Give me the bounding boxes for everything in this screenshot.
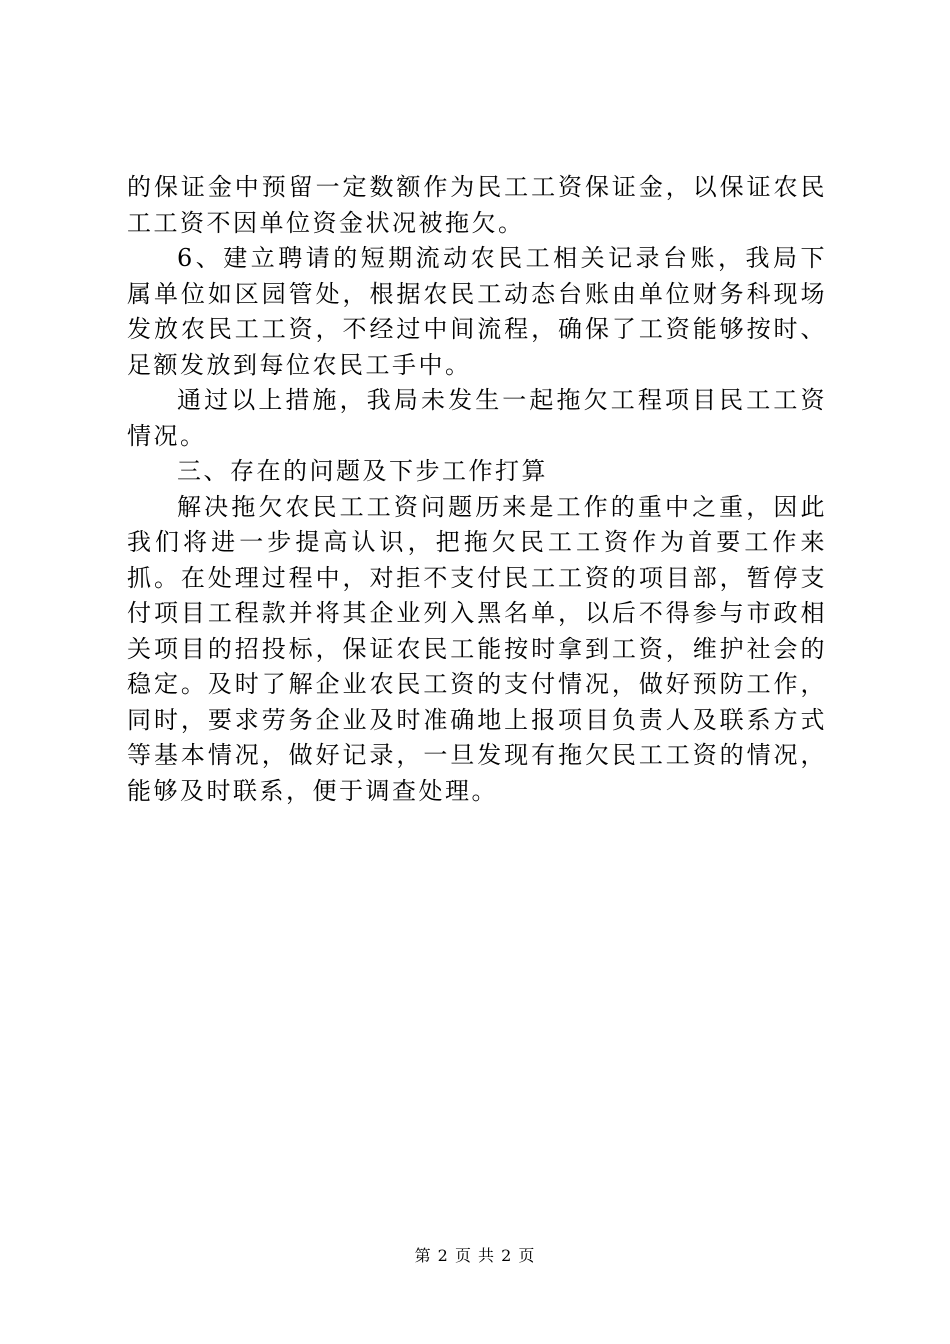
section-heading: 三、存在的问题及下步工作打算: [177, 457, 548, 485]
page-number-footer: 第 2 页 共 2 页: [414, 1246, 536, 1265]
document-body: [127, 170, 827, 809]
paragraph-continuation: 的保证金中预留一定数额作为民工工资保证金，以保证农民工工资不因单位资金状况被拖欠。: [127, 173, 827, 237]
paragraph-plan: 解决拖欠农民工工资问题历来是工作的重中之重，因此我们将进一步提高认识，把拖欠民工工资作为首要工作来抓。在处理过程中，对拒不支付民工工资的项目部，暂停支付项目工程款并将其企业列入黑名单，以后不得参与市政相关项目的招投标，保证农民工能按时拿到工资，维护社会的稳定。及时了解企业农民工资的支付情况，做好预防工作，同时，要求劳务企业及时准确地上报项目负责人及联系方式等基本情况，做好记录，一旦发现有拖欠民工工资的情况，能够及时联系，便于调查处理。: [127, 492, 827, 805]
paragraph-item-6: 6、建立聘请的短期流动农民工相关记录台账，我局下属单位如区园管处，根据农民工动态台账由单位财务科现场发放农民工工资，不经过中间流程，确保了工资能够按时、足额发放到每位农民工手中。: [127, 244, 827, 379]
paragraph-summary: 通过以上措施，我局未发生一起拖欠工程项目民工工资情况。: [127, 386, 827, 450]
